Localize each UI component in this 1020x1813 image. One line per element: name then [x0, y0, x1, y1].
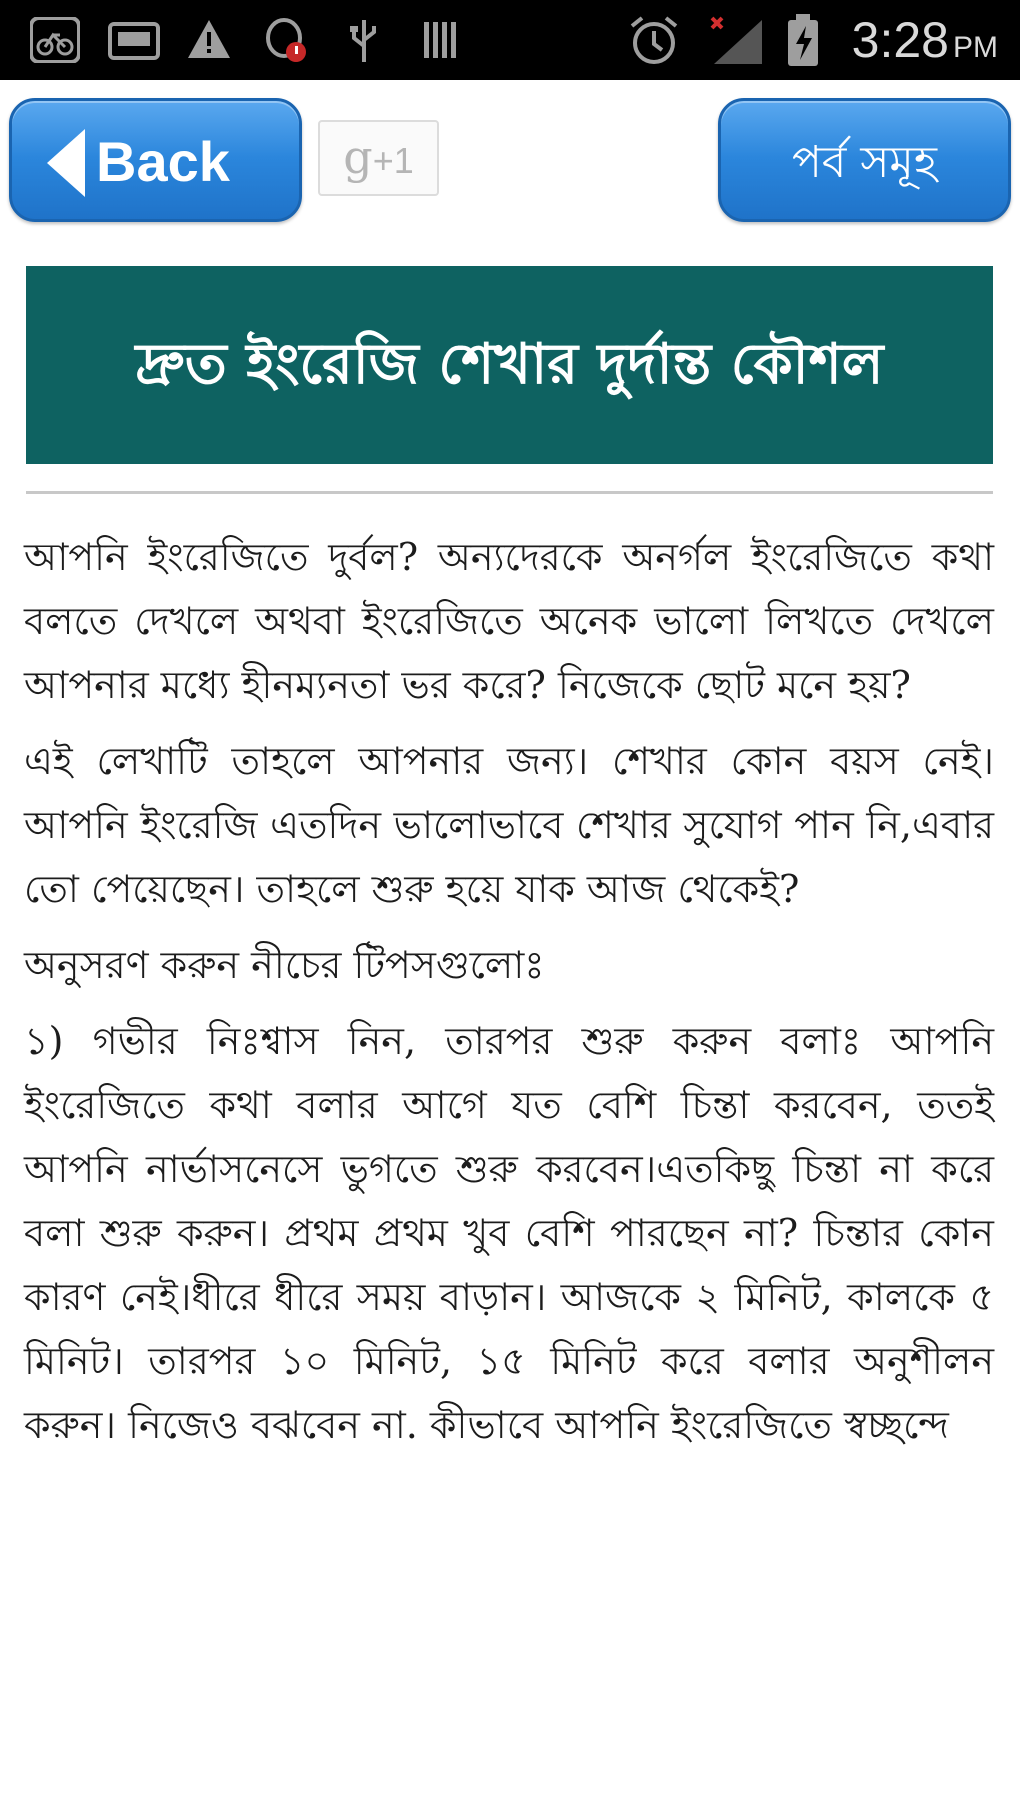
back-arrow-icon: [47, 129, 85, 197]
cloud-alert-icon: [264, 16, 308, 64]
bicycle-icon: [30, 17, 80, 63]
page-title: দ্রুত ইংরেজি শেখার দুর্দান্ত কৌশল: [135, 332, 884, 397]
clock-ampm: PM: [953, 31, 998, 64]
warning-icon: [186, 18, 232, 60]
chapters-button-label: পর্ব সমূহ: [792, 137, 937, 188]
barcode-icon: [422, 20, 458, 60]
google-plus-g-icon: g: [343, 130, 373, 184]
google-plus-one-button[interactable]: [318, 120, 439, 196]
clock-time: 3:28: [851, 12, 949, 68]
article-paragraph: এই লেখাটি তাহলে আপনার জন্য। শেখার কোন বয়স নেই। আপনি ইংরেজি এতদিন ভালোভাবে শেখার সুযোগ পান নি,এবার তো পেয়েছেন। তাহলে শুরু হয়ে যাক আজ থেকেই?: [24, 739, 994, 911]
no-signal-icon: [708, 14, 764, 66]
google-plus-one-label: +1: [372, 140, 414, 181]
status-bar: [0, 0, 1020, 80]
chapters-button[interactable]: [718, 98, 1011, 222]
title-divider: [26, 491, 993, 494]
article-body: [24, 525, 994, 1469]
article-paragraph: অনুসরণ করুন নীচের টিপসগুলোঃ: [24, 943, 545, 987]
battery-charging-icon: [786, 12, 820, 68]
sim-card-icon: [108, 22, 160, 60]
usb-icon: [348, 18, 380, 64]
article-paragraph: ১) গভীর নিঃশ্বাস নিন, তারপর শুরু করুন বলাঃ আপনি ইংরেজিতে কথা বলার আগে যত বেশি চিন্তা করবেন, ততই আপনি নার্ভাসনেসে ভুগতে শুরু করবেন।এতকিছু চিন্তা না করে বলা শুরু করুন। প্রথম প্রথম খুব বেশি পারছেন না? চিন্তার কোন কারণ নেই।ধীরে ধীরে সময় বাড়ান। আজকে ২ মিনিট, কালকে ৫ মিনিট। তারপর ১০ মিনিট, ১৫ মিনিট করে বলার অনুশীলন করুন। নিজেও বঝবেন না. কীভাবে আপনি ইংরেজিতে স্বচ্ছন্দে: [24, 1019, 994, 1447]
title-banner: [26, 266, 993, 464]
alarm-icon: [628, 16, 680, 66]
back-button-label: Back: [96, 130, 230, 193]
article-paragraph: আপনি ইংরেজিতে দুর্বল? অন্যদেরকে অনর্গল ইংরেজিতে কথা বলতে দেখলে অথবা ইংরেজিতে অনেক ভালো লিখতে দেখলে আপনার মধ্যে হীনম্যনতা ভর করে? নিজেকে ছোট মনে হয়?: [24, 535, 994, 707]
status-clock: [852, 14, 998, 74]
back-button[interactable]: [9, 98, 302, 222]
